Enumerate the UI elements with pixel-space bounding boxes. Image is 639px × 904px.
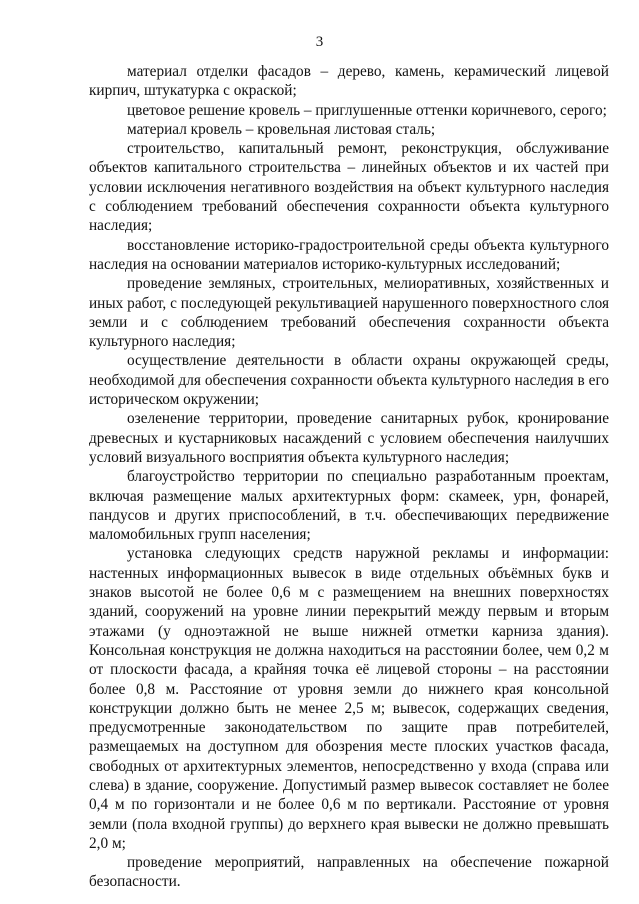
- paragraph-environment: осуществление деятельности в области охраны окружающей среды, необходимой для обеспечения сохранности объекта культурного наследия в его историческом окружении;: [89, 352, 609, 409]
- paragraph-roof-material: материал кровель – кровельная листовая сталь;: [127, 120, 436, 138]
- document-body: [89, 62, 609, 892]
- paragraph-roof-color: цветовое решение кровель – приглушенные оттенки коричневого, серого;: [127, 101, 607, 119]
- paragraph-construction: строительство, капитальный ремонт, реконструкция, обслуживание объектов капитального строительства – линейных объектов и их частей при условии исключения негативного воздействия на объект культурного наследия с соблюдением требований обеспечения сохранности объекта культурного наследия;: [89, 140, 609, 235]
- paragraph-landscaping: озеленение территории, проведение санитарных рубок, кронирование древесных и кустарниковых насаждений с условием обеспечения наилучших условий визуального восприятия объекта культурного наследия;: [89, 410, 609, 466]
- paragraph-restoration: восстановление историко-градостроительной среды объекта культурного наследия на основании материалов историко-культурных исследований;: [89, 236, 609, 273]
- page-number: 3: [315, 34, 324, 50]
- paragraph-fire-safety: проведение мероприятий, направленных на обеспечение пожарной безопасности.: [89, 854, 609, 891]
- paragraph-improvement: благоустройство территории по специально разработанным проектам, включая размещение малых архитектурных форм: скамеек, урн, фонарей, пандусов и других приспособлений, в т.ч. обеспечивающих передвижение маломобильных групп населения;: [89, 468, 609, 544]
- paragraph-earthworks: проведение земляных, строительных, мелиоративных, хозяйственных и иных работ, с последующей рекультивацией нарушенного поверхностного слоя земли и с соблюдением требований обеспечения сохранности объекта культурного наследия;: [89, 275, 609, 351]
- paragraph-facade-material: материал отделки фасадов – дерево, камень, керамический лицевой кирпич, штукатурка с окраской;: [89, 63, 609, 100]
- paragraph-signage: установка следующих средств наружной рекламы и информации: настенных информационных вывесок в виде отдельных объёмных букв и знаков высотой не более 0,6 м с размещением на внешних поверхностях зданий, сооружений на уровне линии перекрытий между первым и вторым этажами (у одноэтажной не выше нижней отметки карниза здания). Консольная конструкция не должна находиться на расстоянии более, чем 0,2 м от плоскости фасада, а крайняя точка её лицевой стороны – на расстоянии более 0,8 м. Расстояние от уровня земли до нижнего края консольной конструкции должно быть не менее 2,5 м; вывесок, содержащих сведения, предусмотренные законодательством по защите прав потребителей, размещаемых на доступном для обозрения месте плоских участков фасада, свободных от архитектурных элементов, непосредственно у входа (справа или слева) в здание, сооружение. Допустимый размер вывесок составляет не более 0,4 м по горизонтали и не более 0,6 м по вертикали. Расстояние от уровня земли (пола входной группы) до верхнего края вывески не должно превышать 2,0 м;: [89, 545, 609, 852]
